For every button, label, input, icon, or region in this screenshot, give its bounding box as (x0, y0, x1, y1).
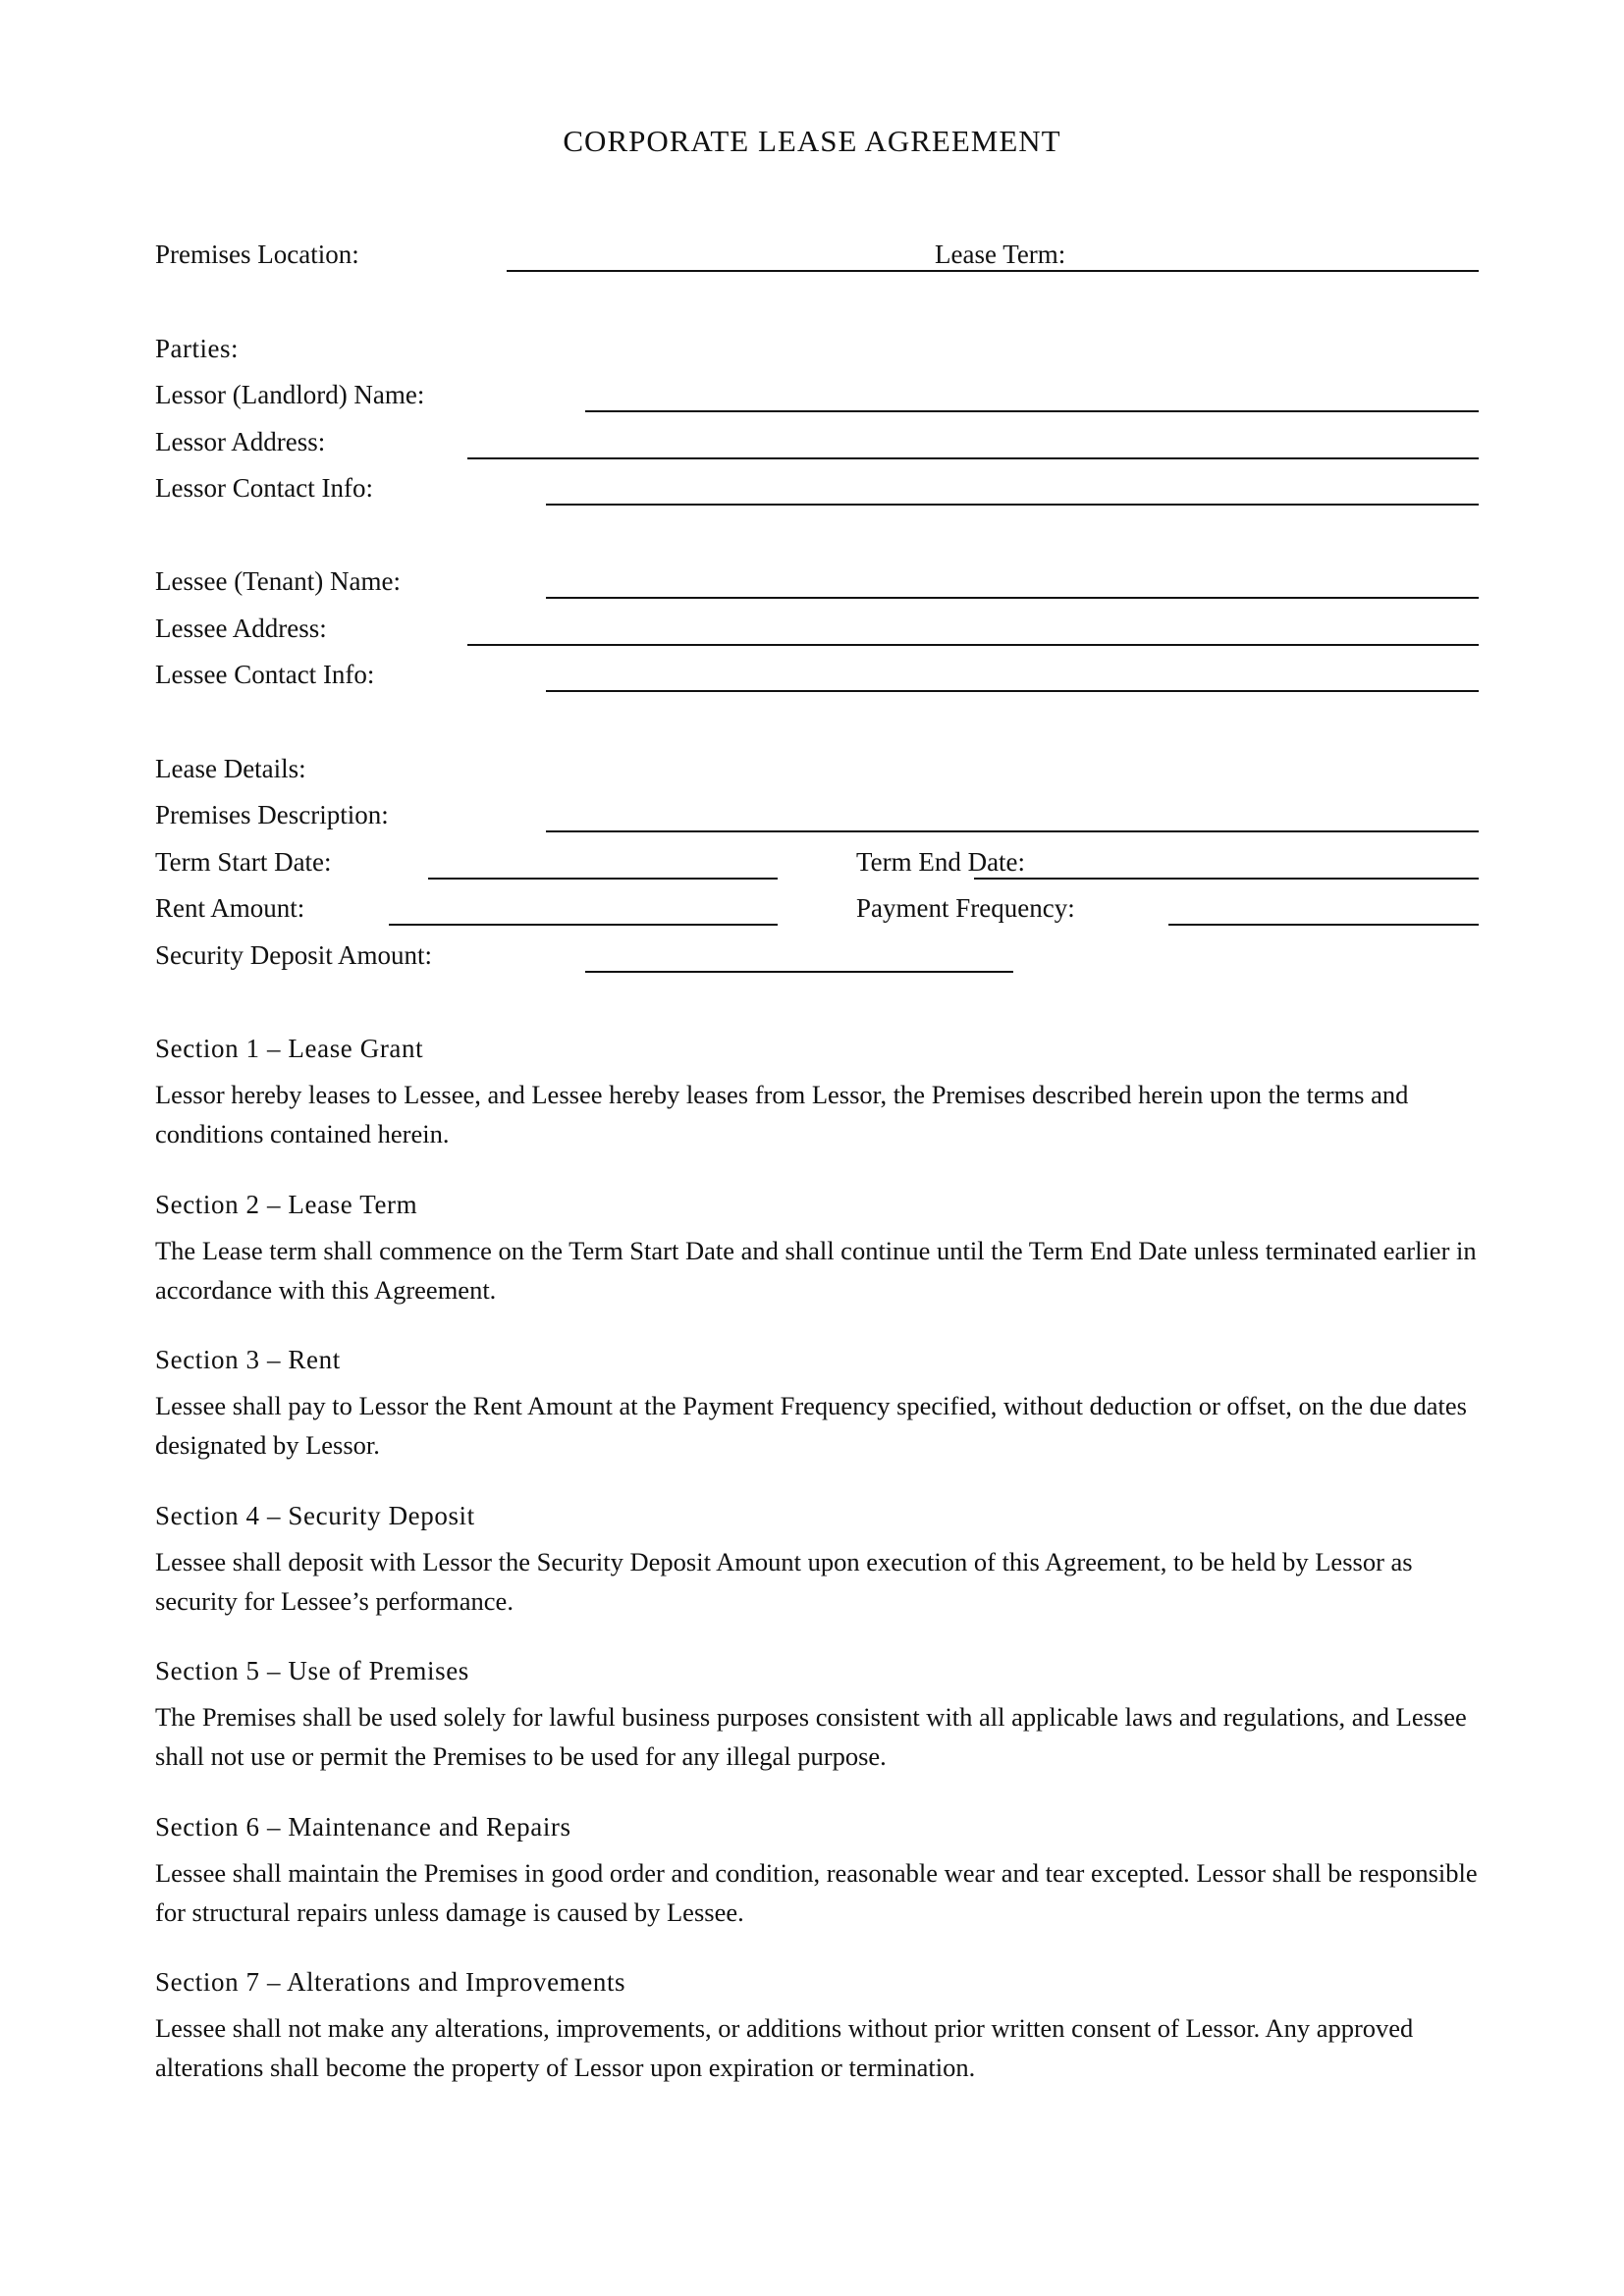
premises-location-field[interactable] (507, 270, 1479, 272)
document-title: CORPORATE LEASE AGREEMENT (563, 124, 1061, 158)
term-start-label: Term Start Date: (155, 847, 332, 877)
term-start-field[interactable] (428, 878, 778, 880)
lessee-address-field[interactable] (467, 644, 1479, 646)
premises-description-field[interactable] (546, 830, 1479, 832)
section-7-heading: Section 7 – Alterations and Improvements (155, 1967, 626, 1997)
security-deposit-field[interactable] (585, 971, 1013, 973)
lessee-contact-label: Lessee Contact Info: (155, 660, 375, 689)
lessor-address-label: Lessor Address: (155, 427, 326, 456)
section-1-heading: Section 1 – Lease Grant (155, 1034, 424, 1063)
lessor-contact-field[interactable] (546, 504, 1479, 506)
section-6-heading: Section 6 – Maintenance and Repairs (155, 1812, 571, 1842)
payment-frequency-label: Payment Frequency: (856, 893, 1075, 923)
section-7-body: Lessee shall not make any alterations, improvements, or additions without prior written consent of Lessor. Any approved alterations shall become the property of Lessor upon expiration or termination. (155, 2013, 1414, 2082)
section-4-body: Lessee shall deposit with Lessor the Security Deposit Amount upon execution of this Agreement, to be held by Lessor as security for Lessee’s performance. (155, 1547, 1413, 1616)
lessor-address-field[interactable] (467, 457, 1479, 459)
section-1-body: Lessor hereby leases to Lessee, and Lessee hereby leases from Lessor, the Premises described herein upon the terms and conditions contained herein. (155, 1080, 1409, 1148)
term-end-field[interactable] (974, 878, 1479, 880)
section-3-body: Lessee shall pay to Lessor the Rent Amount at the Payment Frequency specified, without deduction or offset, on the due dates designated by Lessor. (155, 1391, 1467, 1460)
rent-amount-field[interactable] (389, 924, 778, 926)
premises-description-label: Premises Description: (155, 800, 389, 829)
section-5-heading: Section 5 – Use of Premises (155, 1656, 469, 1685)
section-2-heading: Section 2 – Lease Term (155, 1190, 418, 1219)
premises-location-label: Premises Location: (155, 240, 359, 269)
lessee-name-label: Lessee (Tenant) Name: (155, 566, 401, 596)
lessee-address-label: Lessee Address: (155, 614, 327, 643)
lessee-name-field[interactable] (546, 597, 1479, 599)
section-5-body: The Premises shall be used solely for lawful business purposes consistent with all applicable laws and regulations, and Lessee shall not use or permit the Premises to be used for any illegal purpose. (155, 1702, 1467, 1771)
term-end-label: Term End Date: (856, 847, 1026, 877)
lessor-contact-label: Lessor Contact Info: (155, 473, 373, 503)
section-2-body: The Lease term shall commence on the Term Start Date and shall continue until the Term End Date unless terminated earlier in accordance with this Agreement. (155, 1236, 1477, 1305)
lessee-contact-field[interactable] (546, 690, 1479, 692)
section-3-heading: Section 3 – Rent (155, 1345, 341, 1374)
section-4-heading: Section 4 – Security Deposit (155, 1501, 475, 1530)
payment-frequency-field[interactable] (1168, 924, 1479, 926)
section-6-body: Lessee shall maintain the Premises in good order and condition, reasonable wear and tear excepted. Lessor shall be responsible for structural repairs unless damage is caused by Lessee. (155, 1858, 1478, 1927)
lessor-name-label: Lessor (Landlord) Name: (155, 380, 425, 409)
lease-term-label: Lease Term: (935, 240, 1066, 269)
lessor-name-field[interactable] (585, 410, 1479, 412)
rent-amount-label: Rent Amount: (155, 893, 305, 923)
parties-heading: Parties: (155, 334, 239, 363)
lease-details-heading: Lease Details: (155, 754, 306, 783)
security-deposit-label: Security Deposit Amount: (155, 940, 432, 970)
